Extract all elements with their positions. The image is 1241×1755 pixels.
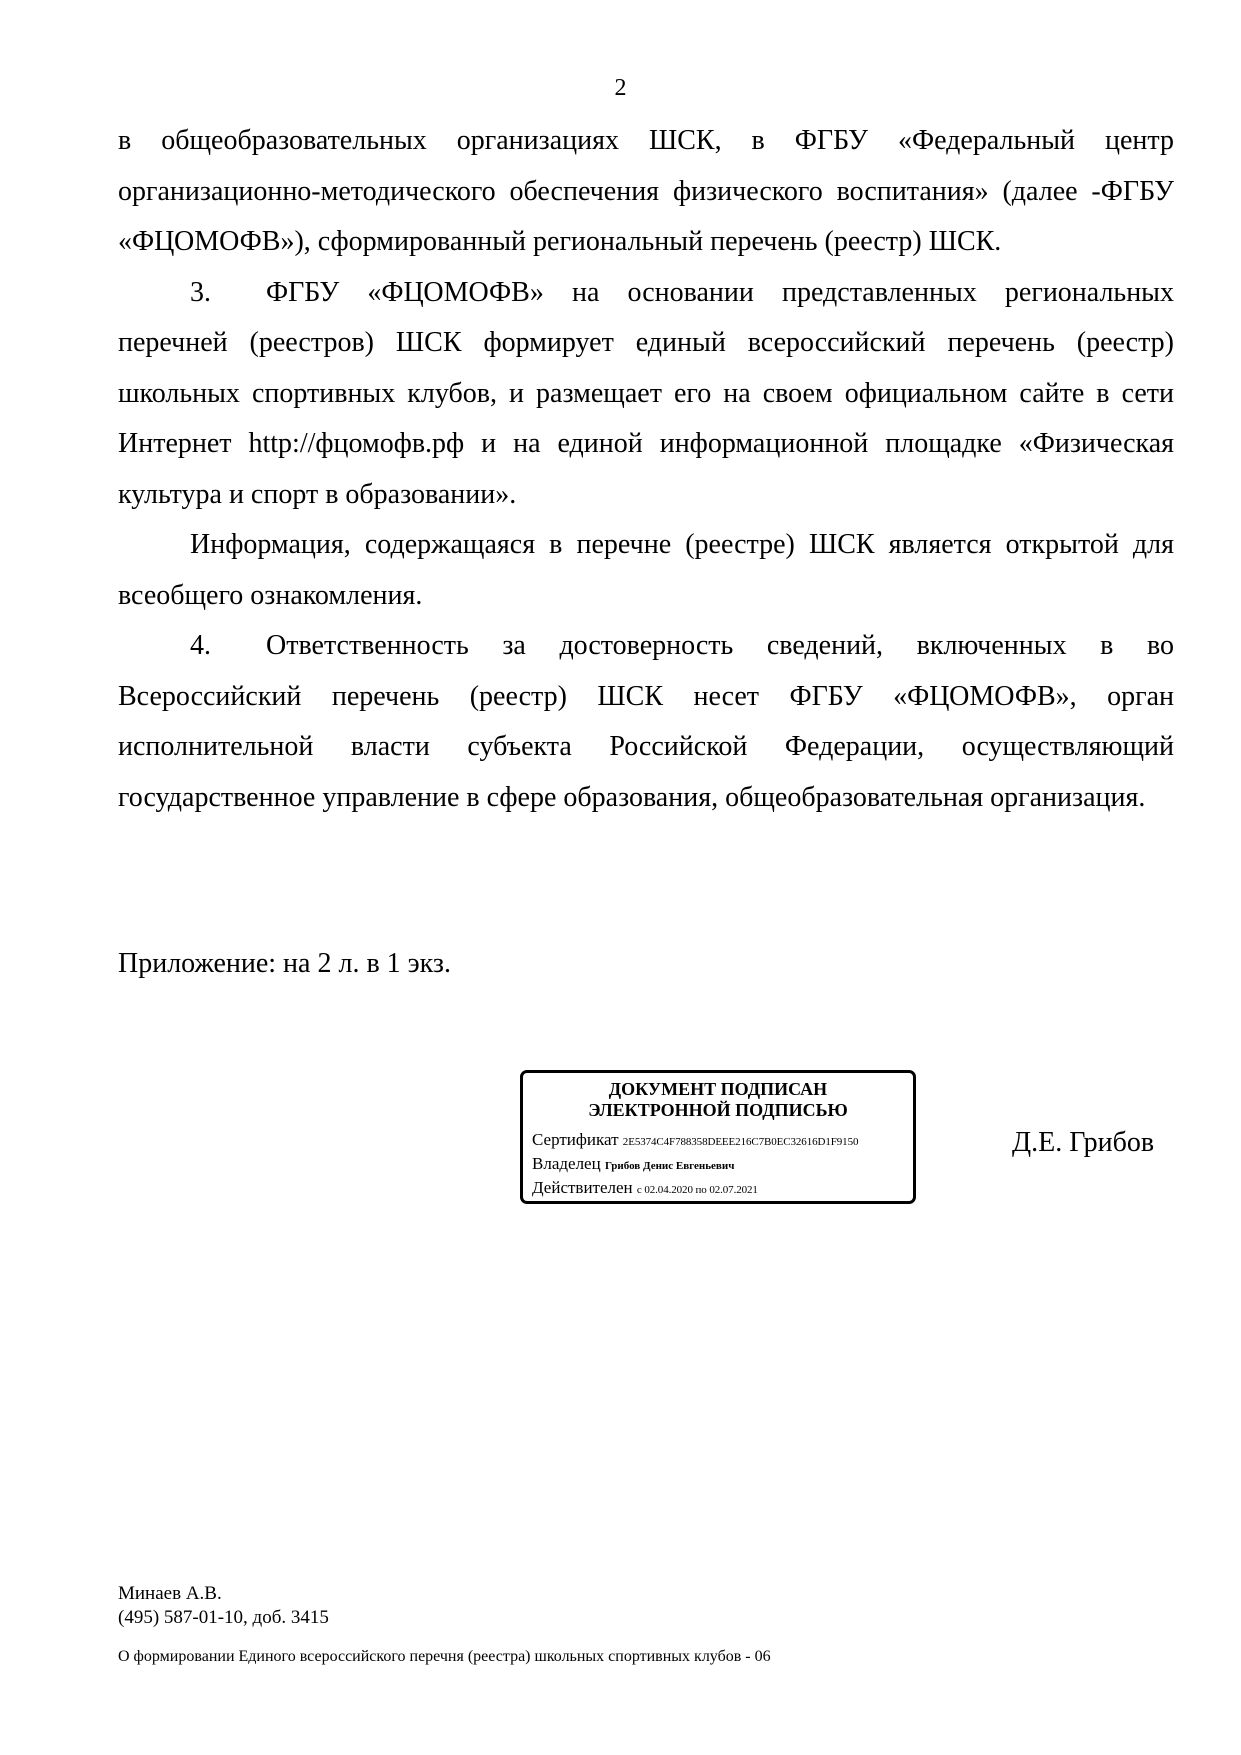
stamp-owner-label: Владелец	[532, 1154, 601, 1173]
appendix-note: Приложение: на 2 л. в 1 экз.	[118, 948, 451, 979]
stamp-validity-label: Действителен	[532, 1178, 633, 1197]
page-number: 2	[614, 75, 627, 101]
executor-phone: (495) 587-01-10, доб. 3415	[118, 1607, 329, 1628]
stamp-title-line-2: ЭЛЕКТРОННОЙ ПОДПИСЬЮ	[588, 1100, 848, 1120]
electronic-signature-stamp	[520, 1070, 916, 1204]
paragraph-3-text: ФГБУ «ФЦОМОФВ» на основании представленных региональных перечней (реестров) ШСК формирует единый всероссийский перечень (реестр) школьных спортивных клубов, и размещает его на своем официальном сайте в сети Интернет http://фцомофв.рф и на единой информационной площадке «Физическая культура и спорт в образовании».	[118, 276, 1174, 510]
paragraph-1: в общеобразовательных организациях ШСК, в ФГБУ «Федеральный центр организационно-методического обеспечения физического воспитания» (далее -ФГБУ «ФЦОМОФВ»), сформированный региональный перечень (реестр) ШСК.	[118, 125, 1174, 257]
stamp-owner-row	[532, 1153, 904, 1177]
paragraph-4-number: 4.	[190, 630, 211, 661]
paragraph-4	[118, 621, 1174, 823]
letter-body	[118, 116, 1174, 823]
stamp-validity-value: с 02.04.2020 по 02.07.2021	[636, 1184, 758, 1196]
signer-name: Д.Е. Грибов	[1012, 1127, 1155, 1158]
paragraph-4-text: Ответственность за достоверность сведений, включенных в во Всероссийский перечень (реестр) ШСК несет ФГБУ «ФЦОМОФВ», орган исполнительной власти субъекта Российской Федерации, осуществляющий государственное управление в сфере образования, общеобразовательная организация.	[118, 630, 1174, 813]
executor-name: Минаев А.В.	[118, 1583, 222, 1604]
paragraph-3	[118, 268, 1174, 521]
paragraph-info: Информация, содержащаяся в перечне (реестре) ШСК является открытой для всеобщего ознакомления.	[118, 529, 1174, 611]
stamp-validity-row	[532, 1177, 904, 1201]
document-footer: О формировании Единого всероссийского перечня (реестра) школьных спортивных клубов - 06	[118, 1648, 771, 1665]
paragraph-3-number: 3.	[190, 276, 211, 308]
stamp-certificate-label: Сертификат	[532, 1130, 619, 1149]
stamp-details	[532, 1129, 904, 1201]
stamp-certificate-value: 2E5374C4F788358DEEE216C7B0EC32616D1F9150	[622, 1136, 859, 1148]
stamp-owner-value: Грибов Денис Евгеньевич	[604, 1160, 735, 1172]
stamp-title-line-1: ДОКУМЕНТ ПОДПИСАН	[608, 1079, 828, 1099]
stamp-certificate-row	[532, 1129, 904, 1153]
stamp-title	[532, 1079, 904, 1121]
executor-block	[118, 1582, 329, 1630]
